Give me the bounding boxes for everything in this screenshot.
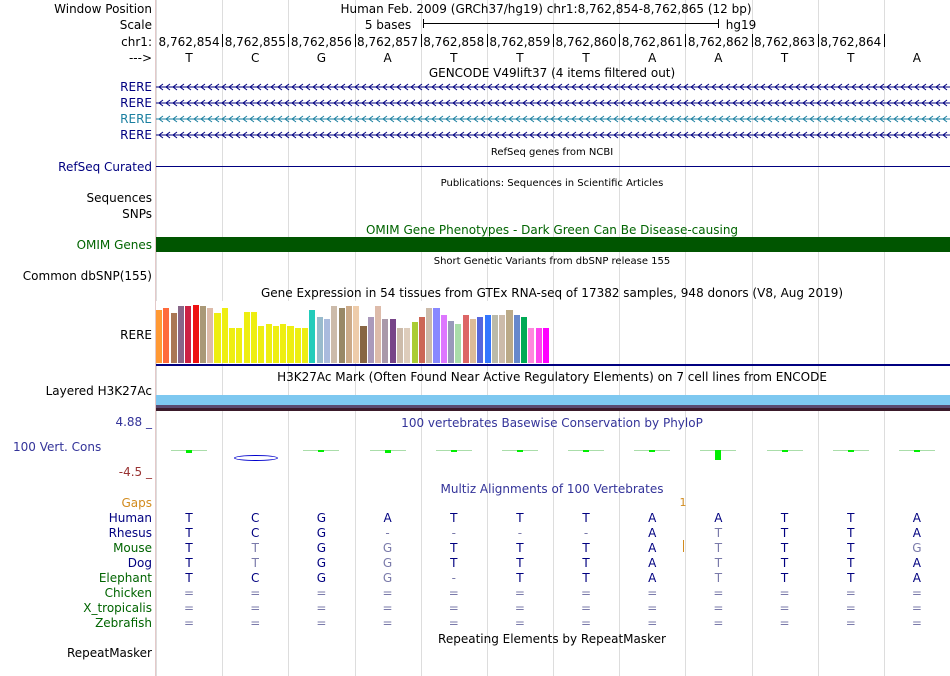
gtex-tissue-bar[interactable] (156, 310, 162, 363)
aligned-base: A (648, 571, 657, 585)
aligned-base: A (714, 511, 723, 525)
gtex-tissue-bar[interactable] (244, 312, 250, 363)
aligned-base: T (185, 556, 193, 570)
aligned-base: = (779, 586, 790, 600)
aligned-base: A (912, 556, 922, 570)
phylop-negative-mark (234, 455, 278, 461)
aligned-base: T (185, 571, 193, 585)
aligned-base: A (648, 556, 657, 570)
phylop-score-bar (914, 450, 920, 452)
gencode-track-title: GENCODE V49lift37 (4 items filtered out) (428, 66, 676, 80)
aligned-base: G (316, 541, 327, 555)
aligned-base: T (714, 526, 723, 540)
aligned-base: T (714, 571, 723, 585)
base-letter: A (648, 51, 657, 65)
aligned-base: - (451, 571, 456, 585)
aligned-base: = (382, 601, 393, 615)
aligned-base: C (251, 526, 260, 540)
gtex-tissue-bar[interactable] (506, 310, 512, 363)
phylop-track-title: 100 vertebrates Basewise Conservation by PhyloP (401, 416, 703, 430)
gtex-tissue-bar[interactable] (229, 328, 235, 363)
gtex-tissue-bar[interactable] (455, 324, 461, 363)
aligned-base: = (845, 601, 856, 615)
gencode-transcript-4[interactable] (156, 128, 950, 142)
gtex-tissue-bar[interactable] (222, 308, 228, 363)
gtex-tissue-bar[interactable] (412, 322, 418, 363)
aligned-base: T (185, 511, 193, 525)
gap-marker: 1 (679, 496, 687, 509)
aligned-base: = (779, 601, 790, 615)
base-letter: A (912, 51, 922, 65)
ruler-tick (553, 34, 554, 47)
gtex-tissue-bar[interactable] (295, 328, 301, 363)
base-letter: T (582, 51, 590, 65)
gencode-rere-label-1[interactable]: RERE (120, 80, 152, 94)
phylop-score-bar (848, 450, 854, 452)
gtex-tissue-bar[interactable] (163, 308, 169, 363)
gtex-tissue-bar[interactable] (448, 321, 454, 364)
multiz-track-title: Multiz Alignments of 100 Vertebrates (440, 482, 664, 496)
omim-track-title: OMIM Gene Phenotypes - Dark Green Can Be Disease-causing (365, 223, 739, 237)
gap-insert-line (683, 540, 684, 552)
gtex-baseline (156, 364, 950, 366)
aligned-base: G (316, 571, 327, 585)
base-letter: T (516, 51, 524, 65)
gtex-tissue-bar[interactable] (397, 328, 403, 363)
aligned-base: = (713, 586, 724, 600)
snps-label: SNPs (122, 207, 152, 221)
aligned-base: A (383, 511, 392, 525)
gtex-tissue-bar[interactable] (368, 317, 374, 363)
aligned-base: = (316, 616, 327, 630)
gtex-tissue-bar[interactable] (375, 306, 381, 363)
aligned-base: A (648, 511, 657, 525)
h3k27ac-signal-dark (156, 408, 950, 411)
gtex-tissue-bar[interactable] (207, 308, 213, 363)
aligned-base: - (583, 526, 589, 540)
aligned-base: = (845, 586, 856, 600)
aligned-base: = (514, 601, 525, 615)
aligned-base: T (582, 556, 590, 570)
aligned-base: C (251, 571, 260, 585)
aligned-base: = (514, 586, 525, 600)
omim-gene-bar[interactable] (156, 237, 950, 252)
aligned-base: T (714, 556, 723, 570)
aligned-base: G (382, 556, 393, 570)
ruler-coordinate: 8,762,864 (820, 35, 882, 49)
gtex-tissue-bar[interactable] (463, 315, 469, 363)
phylop-score-bar (517, 450, 523, 452)
gtex-tissue-bar[interactable] (470, 319, 476, 363)
gtex-tissue-bar[interactable] (266, 324, 272, 363)
aligned-base: T (847, 571, 855, 585)
base-letter: T (450, 51, 458, 65)
ruler-coordinate: 8,762,858 (423, 35, 485, 49)
base-letter: C (251, 51, 260, 65)
aligned-base: T (251, 556, 259, 570)
gtex-tissue-bar[interactable] (302, 328, 308, 363)
scale-bar-left-tick (423, 19, 424, 28)
gtex-tissue-bar[interactable] (492, 315, 498, 363)
species-label[interactable]: Dog (127, 556, 152, 570)
gtex-tissue-bar[interactable] (441, 315, 447, 363)
species-label[interactable]: Human (108, 511, 152, 525)
gtex-tissue-bar[interactable] (514, 315, 520, 363)
aligned-base: T (847, 511, 855, 525)
aligned-base: C (251, 511, 260, 525)
aligned-base: T (516, 541, 524, 555)
aligned-base: = (448, 601, 459, 615)
gtex-tissue-bar[interactable] (543, 328, 549, 363)
phylop-score-bar (318, 450, 324, 452)
aligned-base: - (451, 526, 456, 540)
ruler-coordinate: 8,762,856 (290, 35, 352, 49)
species-label[interactable]: Mouse (113, 541, 152, 555)
aligned-base: T (251, 541, 259, 555)
aligned-base: A (648, 541, 657, 555)
dbsnp-track-title: Short Genetic Variants from dbSNP release 155 (433, 256, 671, 267)
base-letter: T (185, 51, 193, 65)
ruler-coordinate: 8,762,863 (754, 35, 816, 49)
gencode-rere-label-2[interactable]: RERE (120, 96, 152, 110)
species-label[interactable]: Zebrafish (95, 616, 152, 630)
species-label[interactable]: Rhesus (108, 526, 152, 540)
aligned-base: - (385, 526, 390, 540)
gtex-tissue-bar[interactable] (236, 328, 242, 363)
aligned-base: T (450, 556, 458, 570)
aligned-base: = (382, 586, 393, 600)
aligned-base: = (647, 616, 658, 630)
aligned-base: G (316, 556, 327, 570)
aligned-base: T (780, 571, 789, 585)
species-label[interactable]: Elephant (98, 571, 152, 585)
ruler-tick (685, 34, 686, 47)
gencode-rere-label-4[interactable]: RERE (120, 128, 152, 142)
common-dbsnp-label: Common dbSNP(155) (22, 269, 152, 283)
assembly-label: hg19 (725, 18, 757, 32)
gtex-tissue-bar[interactable] (521, 317, 527, 363)
aligned-base: = (250, 601, 261, 615)
aligned-base: = (713, 616, 724, 630)
ruler-tick (421, 34, 422, 47)
gtex-tissue-bar[interactable] (280, 324, 286, 363)
aligned-base: = (581, 601, 592, 615)
aligned-base: T (847, 541, 855, 555)
aligned-base: A (912, 571, 922, 585)
sequences-label: Sequences (86, 191, 152, 205)
aligned-base: T (780, 526, 789, 540)
aligned-base: = (911, 586, 922, 600)
aligned-base: = (250, 586, 261, 600)
gaps-label: Gaps (121, 496, 152, 510)
ruler-tick (818, 34, 819, 47)
aligned-base: T (516, 571, 524, 585)
gtex-tissue-bar[interactable] (193, 305, 199, 363)
gtex-tissue-bar[interactable] (485, 315, 491, 363)
ruler-tick (222, 34, 223, 47)
aligned-base: = (647, 601, 658, 615)
gtex-tissue-bar[interactable] (251, 312, 257, 363)
gtex-tissue-bar[interactable] (324, 319, 330, 363)
repeatmasker-track-title: Repeating Elements by RepeatMasker (438, 632, 666, 646)
scale-bar-right-tick (718, 19, 719, 28)
aligned-base: = (779, 616, 790, 630)
strand-label: ---> (128, 51, 152, 65)
gencode-rere-label-3[interactable]: RERE (120, 112, 152, 126)
window-position-label: Window Position (54, 2, 152, 16)
phylop-score-bar (451, 450, 457, 452)
omim-genes-label[interactable]: OMIM Genes (76, 238, 152, 252)
gtex-bar-chart[interactable] (156, 301, 550, 363)
species-label[interactable]: Chicken (104, 586, 152, 600)
gtex-tissue-bar[interactable] (185, 306, 191, 363)
phylop-max-label: 4.88 _ (115, 415, 152, 429)
aligned-base: T (516, 511, 524, 525)
gtex-tissue-bar[interactable] (528, 328, 534, 363)
aligned-base: T (582, 571, 590, 585)
aligned-base: - (517, 526, 523, 540)
base-letter: A (383, 51, 392, 65)
aligned-base: T (780, 541, 789, 555)
gtex-tissue-bar[interactable] (419, 317, 425, 363)
ruler-coordinate: 8,762,860 (555, 35, 617, 49)
ruler-coordinate: 8,762,859 (489, 35, 551, 49)
aligned-base: G (382, 541, 393, 555)
gtex-tissue-bar[interactable] (360, 326, 366, 363)
phylop-score-bar (186, 450, 192, 453)
refseq-track-title: RefSeq genes from NCBI (490, 147, 614, 158)
gtex-tissue-bar[interactable] (317, 317, 323, 363)
publications-track-title: Publications: Sequences in Scientific Articles (440, 178, 664, 189)
gtex-tissue-bar[interactable] (339, 308, 345, 363)
gtex-tissue-bar[interactable] (287, 326, 293, 363)
phylop-score-bar (782, 450, 788, 452)
ruler-tick (355, 34, 356, 47)
gtex-tissue-bar[interactable] (382, 319, 388, 363)
aligned-base: A (648, 526, 657, 540)
aligned-base: = (184, 586, 195, 600)
phylop-score-bar (649, 450, 655, 452)
chrom-label: chr1: (121, 35, 152, 49)
aligned-base: A (912, 511, 922, 525)
gtex-tissue-bar[interactable] (499, 315, 505, 363)
ruler-tick (288, 34, 289, 47)
gtex-tissue-bar[interactable] (426, 308, 432, 363)
aligned-base: = (250, 616, 261, 630)
gtex-tissue-bar[interactable] (353, 306, 359, 363)
gencode-transcript-3[interactable] (156, 112, 950, 126)
refseq-curated-label[interactable]: RefSeq Curated (58, 160, 152, 174)
phylop-min-label: -4.5 _ (118, 465, 152, 479)
base-letter: A (714, 51, 723, 65)
gtex-tissue-bar[interactable] (200, 306, 206, 363)
base-letter: T (847, 51, 855, 65)
aligned-base: T (847, 556, 855, 570)
aligned-base: G (382, 571, 393, 585)
aligned-base: T (582, 511, 590, 525)
aligned-base: T (450, 541, 458, 555)
h3k27ac-signal-blue[interactable] (156, 395, 950, 405)
aligned-base: = (713, 601, 724, 615)
species-label[interactable]: X_tropicalis (83, 601, 152, 615)
aligned-base: = (316, 586, 327, 600)
aligned-base: = (581, 586, 592, 600)
phylop-track-label[interactable]: 100 Vert. Cons (13, 440, 102, 454)
base-letter: G (316, 51, 327, 65)
gtex-tissue-bar[interactable] (346, 306, 352, 363)
ruler-coordinate: 8,762,854 (158, 35, 220, 49)
gtex-tissue-bar[interactable] (171, 313, 177, 363)
scale-label: Scale (119, 18, 152, 32)
ruler-coordinate: 8,762,862 (687, 35, 749, 49)
gtex-tissue-bar[interactable] (404, 328, 410, 363)
refseq-line[interactable] (156, 166, 950, 167)
aligned-base: T (185, 526, 193, 540)
base-letter: T (780, 51, 789, 65)
ruler-coordinate: 8,762,861 (621, 35, 683, 49)
aligned-base: T (582, 541, 590, 555)
phylop-plot[interactable] (156, 430, 950, 474)
aligned-base: T (847, 526, 855, 540)
aligned-base: G (316, 526, 327, 540)
gtex-tissue-bar[interactable] (477, 317, 483, 363)
ruler-tick (752, 34, 753, 47)
aligned-base: = (514, 616, 525, 630)
aligned-base: = (382, 616, 393, 630)
ruler-coordinate: 8,762,855 (224, 35, 286, 49)
aligned-base: G (316, 511, 327, 525)
aligned-base: = (184, 601, 195, 615)
position-text: Human Feb. 2009 (GRCh37/hg19) chr1:8,762,854-8,762,865 (12 bp) (340, 2, 752, 16)
gencode-transcript-2[interactable] (156, 96, 950, 110)
gtex-tissue-bar[interactable] (309, 310, 315, 363)
ruler-coordinate: 8,762,857 (357, 35, 419, 49)
gtex-tissue-bar[interactable] (390, 319, 396, 363)
aligned-base: G (912, 541, 922, 555)
gtex-tissue-bar[interactable] (178, 306, 184, 363)
aligned-base: = (845, 616, 856, 630)
phylop-score-bar (385, 450, 391, 453)
gtex-tissue-bar[interactable] (433, 308, 439, 363)
gtex-gene-label[interactable]: RERE (120, 328, 152, 342)
aligned-base: T (714, 541, 723, 555)
aligned-base: = (316, 601, 327, 615)
repeatmasker-label[interactable]: RepeatMasker (66, 646, 152, 660)
aligned-base: = (184, 616, 195, 630)
aligned-base: T (450, 511, 458, 525)
gtex-tissue-bar[interactable] (273, 326, 279, 363)
aligned-base: = (911, 601, 922, 615)
aligned-base: T (185, 541, 193, 555)
ruler-tick (487, 34, 488, 47)
aligned-base: = (581, 616, 592, 630)
gtex-tissue-bar[interactable] (214, 313, 220, 363)
aligned-base: = (911, 616, 922, 630)
gencode-transcript-1[interactable] (156, 80, 950, 94)
aligned-base: T (516, 556, 524, 570)
gtex-track-title: Gene Expression in 54 tissues from GTEx RNA-seq of 17382 samples, 948 donors (V8, Aug 2019) (260, 286, 844, 300)
scale-text: 5 bases (364, 18, 412, 32)
aligned-base: = (448, 586, 459, 600)
ruler-tick (619, 34, 620, 47)
aligned-base: T (780, 556, 789, 570)
gtex-tissue-bar[interactable] (536, 328, 542, 363)
scale-bar (423, 23, 719, 24)
h3k27ac-track-title: H3K27Ac Mark (Often Found Near Active Regulatory Elements) on 7 cell lines from ENCODE (277, 370, 827, 384)
h3k27ac-label[interactable]: Layered H3K27Ac (45, 384, 152, 398)
aligned-base: = (647, 586, 658, 600)
aligned-base: T (780, 511, 789, 525)
phylop-score-bar (715, 450, 721, 460)
aligned-base: A (912, 526, 922, 540)
phylop-score-bar (583, 450, 589, 452)
aligned-base: = (448, 616, 459, 630)
gtex-tissue-bar[interactable] (331, 306, 337, 363)
ruler-tick (884, 34, 885, 47)
gtex-tissue-bar[interactable] (258, 326, 264, 363)
